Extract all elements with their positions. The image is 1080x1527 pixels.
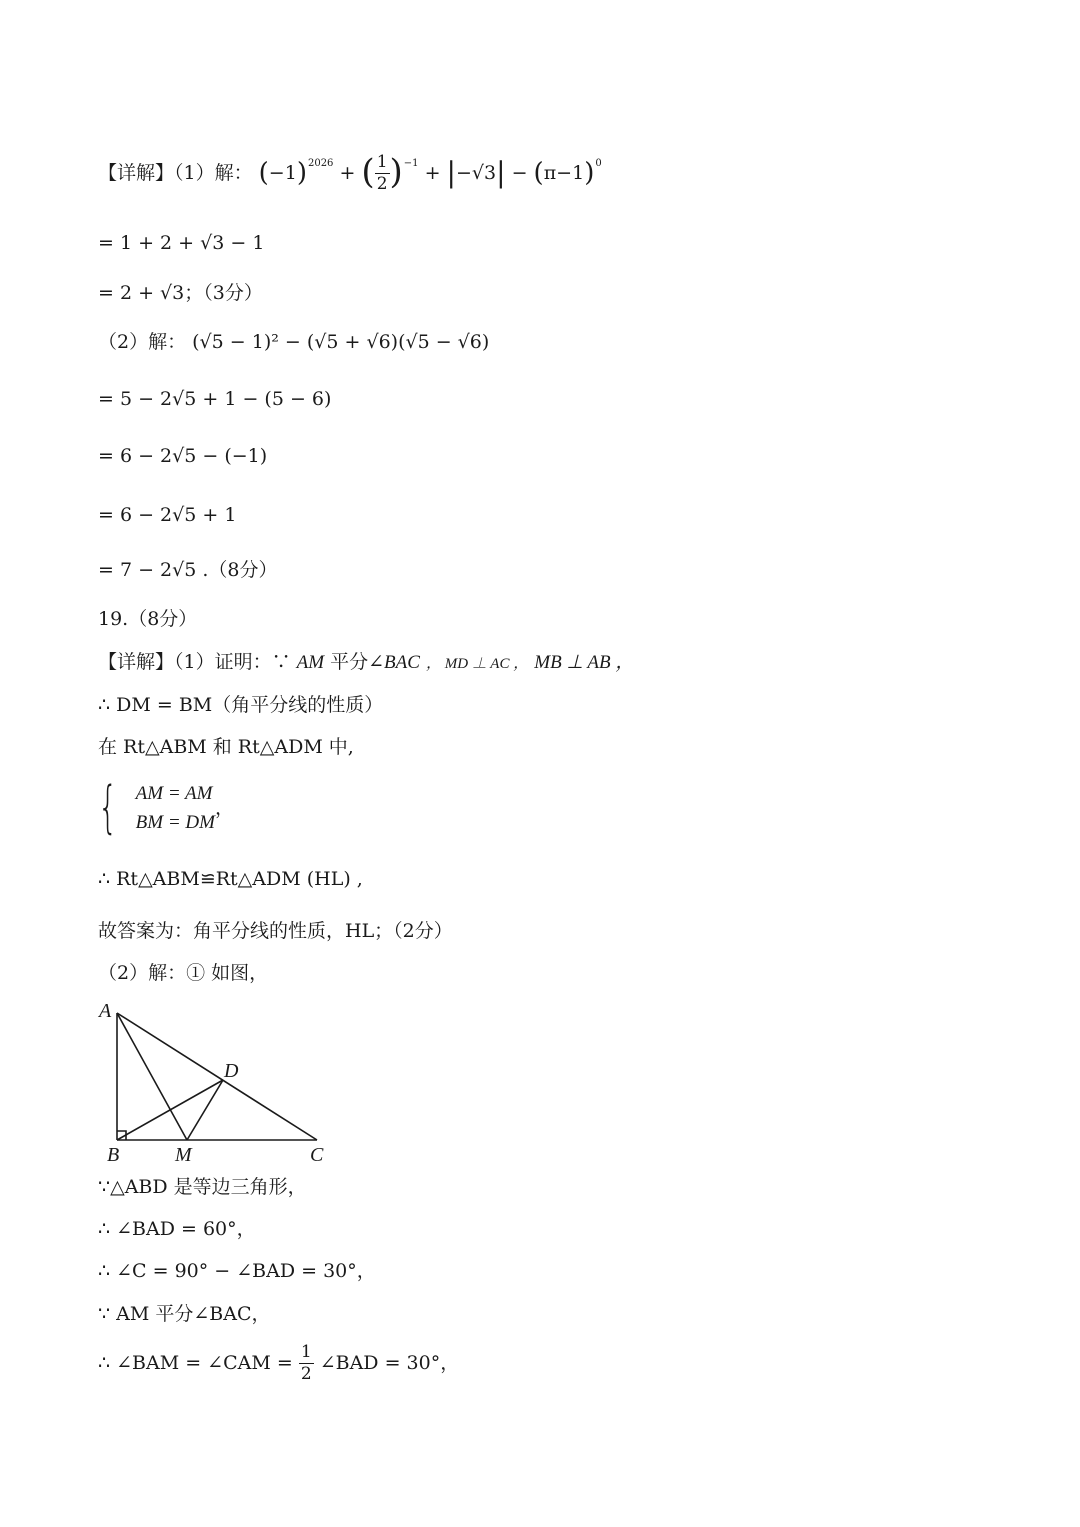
step-line: = 6 − 2√5 − (−1) — [98, 445, 268, 467]
solution-1-expression: 【详解】（1）解： $(-1)^{2026}$ + ( $\frac{1}{2}$ )$^{-1} + |-√3| - (\pi-1)^0$ — [98, 151, 602, 195]
part-label: （2）解： — [98, 331, 187, 353]
final-step-line — [98, 1342, 459, 1386]
left-brace: { — [98, 775, 118, 840]
proof-prefix: 【详解】（1）证明：∵ — [98, 651, 291, 673]
label-m: M — [175, 1144, 192, 1166]
step-line: ∴ ∠C = 90° − ∠BAD = 30°， — [98, 1260, 376, 1282]
proof-heading-line — [98, 653, 634, 672]
system-row: BM = DM — [135, 812, 215, 833]
detail-heading: 【详解】（1）解： — [98, 161, 253, 184]
question-number: 19.（8分） — [98, 608, 198, 630]
mb-perp-ab: MB ⊥ AB ， — [534, 652, 635, 673]
step-line: = 6 − 2√5 + 1 — [98, 504, 237, 526]
step-line: = 1 + 2 + √3 − 1 — [98, 232, 265, 254]
pi-term: π−1 — [543, 161, 585, 184]
term-neg-one: −1 — [268, 161, 297, 184]
exponent-zero: 0 — [595, 157, 602, 169]
step-line: ∵△ABD 是等边三角形， — [98, 1176, 307, 1198]
solution-2-expression — [98, 333, 489, 352]
segment-ac — [117, 1013, 317, 1140]
fraction-half: $\frac{1}{2}$ — [376, 152, 388, 195]
step-line: = 7 − 2√5 .（8分） — [98, 559, 278, 581]
step-line: 在 Rt△ABM 和 Rt△ADM 中, — [98, 736, 354, 758]
segment-am: AM — [296, 652, 325, 673]
exponent-2026: 2026 — [307, 157, 334, 169]
label-a: A — [99, 1000, 112, 1022]
angle-bac: BAC — [384, 652, 420, 673]
md-perp-ac: ， MD ⊥ AC ， — [425, 656, 529, 672]
step-line: （2）解：① 如图， — [98, 962, 269, 984]
system-tail: ， — [214, 796, 234, 819]
step-line: ∴ ∠BAD = 60°， — [98, 1218, 256, 1240]
segment-md — [187, 1080, 223, 1140]
step-line: ∵ AM 平分∠BAC， — [98, 1303, 271, 1325]
segment-bd — [117, 1080, 223, 1140]
step-line: 故答案为：角平分线的性质，HL；（2分） — [98, 920, 453, 942]
step-line: ∴ Rt△ABM≌Rt△ADM (HL) , — [98, 868, 363, 890]
expression: (√5 − 1)² − (√5 + √6)(√5 − √6) — [192, 331, 490, 353]
bisects-text: 平分∠ — [330, 651, 385, 673]
label-c: C — [310, 1144, 324, 1166]
step-lhs: ∴ ∠BAM = ∠CAM = — [98, 1351, 293, 1374]
step-line: ∴ DM = BM（角平分线的性质） — [98, 694, 384, 716]
fraction-half: $\frac{1}{2}$ — [300, 1342, 312, 1385]
equation-system — [98, 775, 234, 840]
abs-term: −√3 — [455, 161, 497, 184]
triangle-figure — [95, 995, 345, 1170]
system-row: AM = AM — [135, 783, 213, 804]
step-rhs: ∠BAD = 30°， — [319, 1351, 460, 1374]
label-d: D — [224, 1060, 239, 1082]
step-line: = 5 − 2√5 + 1 − (5 − 6) — [98, 388, 332, 410]
label-b: B — [107, 1144, 120, 1166]
exponent-neg-one: −1 — [403, 157, 419, 169]
step-line: = 2 + √3；（3分） — [98, 282, 263, 304]
